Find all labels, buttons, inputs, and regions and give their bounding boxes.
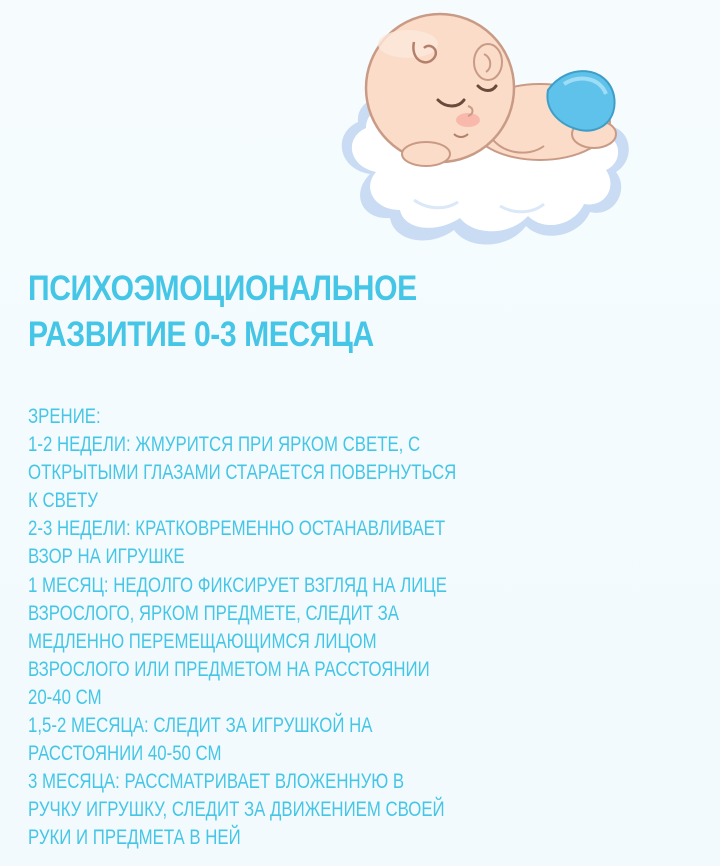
body-line: 1 МЕСЯЦ: НЕДОЛГО ФИКСИРУЕТ ВЗГЛЯД НА ЛИЦЕ (28, 573, 447, 597)
title-line: ПСИХОЭМОЦИОНАЛЬНОЕ (28, 269, 417, 308)
body-line: 20-40 СМ (28, 685, 102, 709)
sleeping-baby-on-cloud-icon (318, 4, 638, 260)
body-line: 2-3 НЕДЕЛИ: КРАТКОВРЕМЕННО ОСТАНАВЛИВАЕТ (28, 517, 446, 541)
body-line: 1-2 НЕДЕЛИ: ЖМУРИТСЯ ПРИ ЯРКОМ СВЕТЕ, С (28, 433, 421, 457)
body-line: РУКИ И ПРЕДМЕТА В НЕЙ (28, 826, 241, 850)
body-line: ВЗРОСЛОГО ИЛИ ПРЕДМЕТОМ НА РАССТОЯНИИ (28, 657, 430, 681)
title-line: РАЗВИТИЕ 0-3 МЕСЯЦА (28, 315, 374, 354)
body-line: 1,5-2 МЕСЯЦА: СЛЕДИТ ЗА ИГРУШКОЙ НА (28, 714, 373, 738)
body-line: РАССТОЯНИИ 40-50 СМ (28, 742, 222, 766)
body-line: ОТКРЫТЫМИ ГЛАЗАМИ СТАРАЕТСЯ ПОВЕРНУТЬСЯ (28, 461, 457, 485)
body-line: РУЧКУ ИГРУШКУ, СЛЕДИТ ЗА ДВИЖЕНИЕМ СВОЕЙ (28, 798, 445, 822)
page-title (28, 266, 417, 358)
body-line: ВЗОР НА ИГРУШКЕ (28, 545, 185, 569)
body-line: К СВЕТУ (28, 489, 98, 513)
body-line: ЗРЕНИЕ: (28, 405, 101, 428)
body-line: 3 МЕСЯЦА: РАССМАТРИВАЕТ ВЛОЖЕННУЮ В (28, 770, 405, 794)
body-line: ВЗРОСЛОГО, ЯРКОМ ПРЕДМЕТЕ, СЛЕДИТ ЗА (28, 601, 399, 625)
body-line: МЕДЛЕННО ПЕРЕМЕЩАЮЩИМСЯ ЛИЦОМ (28, 629, 377, 653)
body-text (28, 403, 456, 853)
